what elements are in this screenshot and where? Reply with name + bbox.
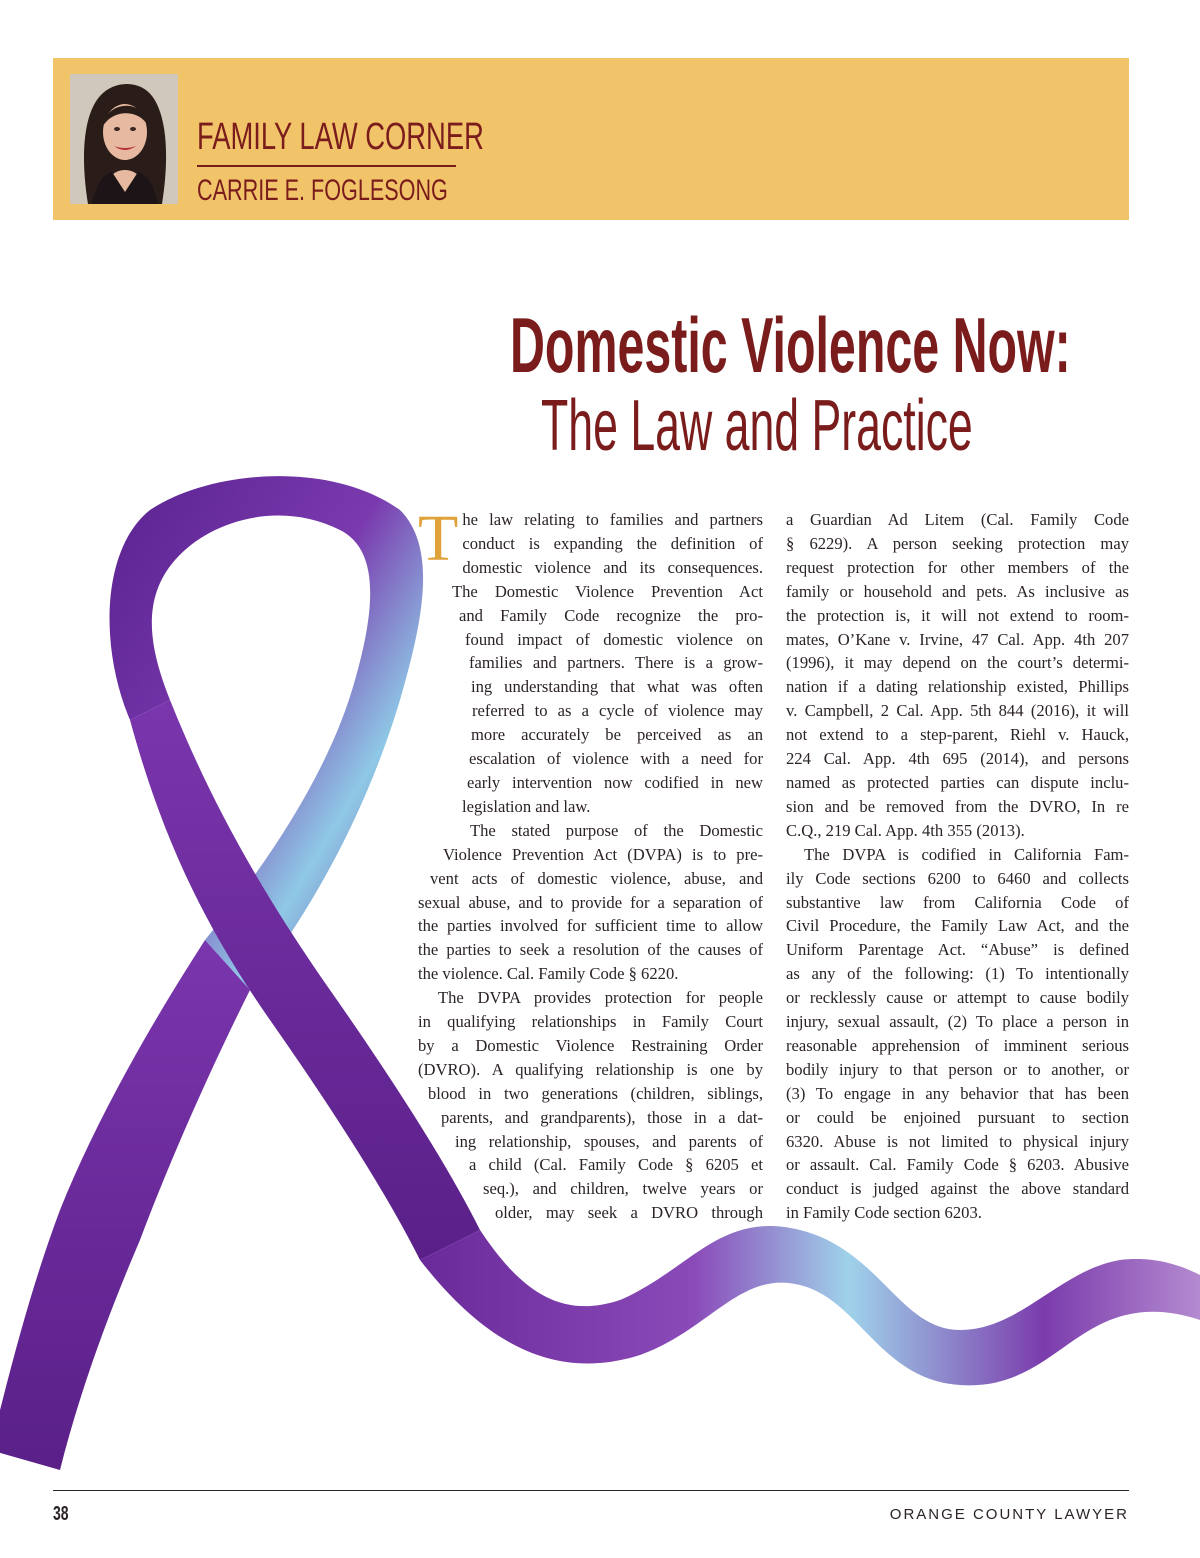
column-title: FAMILY LAW CORNER [197,116,484,158]
text-line: Civil Procedure, the Family Law Act, and the [786,916,1129,936]
text-line: the parties to seek a resolution of the causes of [418,940,763,960]
article-right-column [786,508,1129,1225]
text-line: escalation of violence with a need for [469,749,763,769]
text-line: nation if a dating relationship existed, Phillips [786,677,1129,697]
text-line: legislation and law. [462,796,591,816]
text-line: sion and be removed from the DVRO, In re [786,796,1129,816]
text-line: injury, sexual assault, (2) To place a person in [786,1012,1129,1032]
text-line: Violence Prevention Act (DVPA) is to pre- [443,844,763,864]
text-line: 6320. Abuse is not limited to physical injury [786,1131,1129,1151]
text-line: The DVPA is codified in California Fam- [804,844,1129,864]
text-line: The stated purpose of the Domestic [470,820,763,840]
text-line: in Family Code section 6203. [786,1203,982,1223]
text-line: family or household and pets. As inclusive as [786,581,1129,601]
paragraph [786,843,1129,1226]
text-line: (1996), it may depend on the court’s determi- [786,653,1129,673]
text-line: and Family Code recognize the pro- [459,605,763,625]
author-portrait-image [70,74,178,204]
text-line: or assault. Cal. Family Code § 6203. Abusive [786,1155,1129,1175]
text-line: or could be enjoined pursuant to section [786,1107,1129,1127]
text-line: a Guardian Ad Litem (Cal. Family Code [786,510,1129,529]
text-line: 224 Cal. App. 4th 695 (2014), and persons [786,749,1129,769]
publication-name: ORANGE COUNTY LAWYER [889,1506,1129,1523]
text-line: older, may seek a DVRO through [495,1203,763,1223]
text-line: parents, and grandparents), those in a dat- [441,1107,763,1127]
text-line: the violence. Cal. Family Code § 6220. [418,964,679,984]
column-author: CARRIE E. FOGLESONG [197,174,448,207]
text-line: The Domestic Violence Prevention Act [452,581,763,601]
text-line: seq.), and children, twelve years or [483,1179,763,1199]
text-line: he law relating to families and partners [462,510,763,529]
text-line: found impact of domestic violence on [465,629,763,649]
footer-rule [53,1490,1129,1491]
text-line: not extend to a step-parent, Riehl v. Hauck, [786,725,1129,745]
text-line: ing understanding that what was often [471,677,763,697]
text-line: conduct is expanding the definition of [462,533,763,553]
text-line: blood in two generations (children, siblings, [428,1083,763,1103]
paragraph [786,508,1129,843]
text-line: domestic violence and its consequences. [462,557,763,577]
text-line: the protection is, it will not extend to room- [786,605,1129,625]
text-line: reasonable apprehension of imminent serious [786,1035,1129,1055]
paragraph-intro [418,502,763,580]
text-line: mates, O’Kane v. Irvine, 47 Cal. App. 4th 207 [786,629,1129,649]
article-title: Domestic Violence Now: [510,301,1071,389]
article-left-column [418,502,763,1225]
text-line: (DVRO). A qualifying relationship is one by [418,1059,763,1079]
text-line: by a Domestic Violence Restraining Order [418,1035,763,1055]
text-line: or recklessly cause or attempt to cause bodily [786,988,1129,1008]
author-photo [70,74,178,204]
article-subtitle: The Law and Practice [541,386,973,466]
text-line: vent acts of domestic violence, abuse, and [430,868,763,888]
text-line: families and partners. There is a grow- [469,653,763,673]
text-line: ing relationship, spouses, and parents of [455,1131,763,1151]
paragraph [418,819,763,986]
text-line: conduct is judged against the above standard [786,1179,1129,1199]
text-line: named as protected parties can dispute inclu- [786,772,1129,792]
drop-cap: T [418,502,459,575]
text-line: C.Q., 219 Cal. App. 4th 355 (2013). [786,820,1025,840]
text-line: more accurately be perceived as an [471,725,763,745]
column-title-rule [197,165,456,167]
text-line: The DVPA provides protection for people [438,988,763,1008]
text-line: in qualifying relationships in Family Court [418,1012,763,1032]
text-line: request protection for other members of the [786,557,1129,577]
text-line: the parties involved for sufficient time to allow [418,916,763,936]
text-line: substantive law from California Code of [786,892,1129,912]
text-line: (3) To engage in any behavior that has been [786,1083,1129,1103]
text-line: as any of the following: (1) To intentionally [786,964,1129,984]
page-number: 38 [53,1503,69,1525]
text-line: early intervention now codified in new [467,772,763,792]
text-line: bodily injury to that person or to another, or [786,1059,1129,1079]
text-line: § 6229). A person seeking protection may [786,533,1129,553]
text-line: referred to as a cycle of violence may [472,701,763,721]
paragraph [418,580,763,819]
text-line: ily Code sections 6200 to 6460 and collects [786,868,1129,888]
text-line: Uniform Parentage Act. “Abuse” is defined [786,940,1129,960]
text-line: v. Campbell, 2 Cal. App. 5th 844 (2016), it will [786,701,1129,721]
text-line: a child (Cal. Family Code § 6205 et [469,1155,763,1175]
text-line: sexual abuse, and to provide for a separation of [418,892,763,912]
paragraph [418,986,763,1225]
